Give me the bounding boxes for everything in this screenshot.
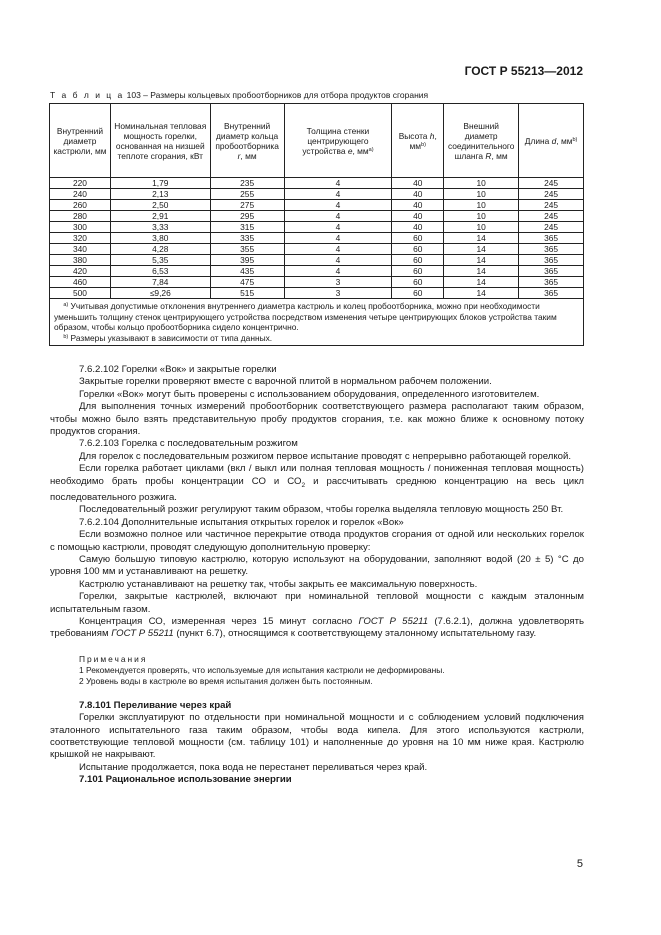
table-row (50, 244, 584, 255)
table-cell: 365 (519, 244, 584, 255)
table-cell: 460 (50, 277, 111, 288)
col-wall-thickness (284, 104, 392, 178)
table-cell: 3,33 (110, 222, 210, 233)
section-7-101-title: 7.101 Рациональное использование энергии (79, 774, 292, 786)
table-cell: 245 (519, 178, 584, 189)
table-cell: 240 (50, 189, 111, 200)
paragraph: Кастрюлю устанавливают на решетку так, чтобы закрыть ее максимальную поверхность. (79, 578, 478, 590)
table-cell: 2,91 (110, 211, 210, 222)
col-height-sup: b) (421, 141, 426, 148)
col-ring-diameter-unit: , мм (240, 150, 257, 161)
table-cell: 6,53 (110, 266, 210, 277)
table-cell: 60 (392, 277, 444, 288)
col-length-unit: , мм (556, 135, 573, 146)
table-cell: 10 (444, 211, 519, 222)
note-2: 2 Уровень воды в кастрюле во время испытания должен быть постоянным. (79, 675, 373, 686)
subscript: 2 (301, 481, 306, 489)
table-cell: 3,80 (110, 233, 210, 244)
table-cell: 2,50 (110, 200, 210, 211)
table-cell: 2,13 (110, 189, 210, 200)
paragraph: Если возможно полное или частичное перекрытие отвода продуктов сгорания от одной или нескольких горелок с помощью кастрюли, проводят следующую дополнительную проверку: (50, 529, 584, 553)
footnote-b-text: Размеры указывают в зависимости от типа данных. (68, 332, 273, 343)
col-wall-thickness-unit: , мм (352, 145, 369, 156)
table-cell: 420 (50, 266, 111, 277)
table-cell: 10 (444, 200, 519, 211)
table-cell: 260 (50, 200, 111, 211)
col-length-label: Длина (524, 135, 552, 146)
table-cell: 3 (284, 277, 392, 288)
col-length-sup: b) (572, 136, 578, 143)
table-cell: 10 (444, 222, 519, 233)
table-cell: 40 (392, 200, 444, 211)
table-cell: 365 (519, 277, 584, 288)
table-cell: 4 (284, 178, 392, 189)
paragraph-part: (пункт 6.7), относящимся к соответствующему эталонному испытательному газу. (173, 628, 537, 640)
paragraph: Горелки, закрытые кастрюлей, включают при номинальной тепловой мощности с каждым эталонным испытательным газом. (50, 591, 584, 615)
table-row (50, 222, 584, 233)
table-cell: 300 (50, 222, 111, 233)
col-height (392, 104, 444, 178)
table-row (50, 211, 584, 222)
table-cell: 4 (284, 211, 392, 222)
table-body (50, 178, 584, 299)
paragraph: Закрытые горелки проверяют вместе с варочной плитой в нормальном рабочем положении. (79, 376, 492, 388)
table-cell: 60 (392, 288, 444, 299)
table-cell: 4 (284, 189, 392, 200)
table-row (50, 233, 584, 244)
paragraph-part: и рассчитывать среднюю концентрацию на весь цикл последовательного розжига. (50, 475, 584, 503)
col-wall-thickness-sup: a) (368, 146, 374, 153)
table-cell: 40 (392, 211, 444, 222)
table-cell: 355 (210, 244, 284, 255)
paragraph: Для горелок с последовательным розжигом первое испытание проводят с непрерывно работающей горелкой. (79, 450, 572, 462)
paragraph: Горелки эксплуатируют по отдельности при номинальной мощности и с соблюдением условий подключения эталонного испытательного газа таким образом, чтобы вода кипела. Для этого используются кастрюли, соответствующие тепловой мощности (см. таблицу 101) и наполненные до уровня на 10 мм ниже края. Кастрюлю крышкой не накрывают. (50, 712, 584, 761)
table-cell: 220 (50, 178, 111, 189)
table-header-row (50, 104, 584, 178)
table-cell: 40 (392, 222, 444, 233)
table-footnotes (50, 299, 584, 346)
clause-7-6-2-103: 7.6.2.103 Горелка с последовательным розжигом (79, 438, 298, 450)
table-row (50, 178, 584, 189)
table-cell: 500 (50, 288, 111, 299)
note-1: 1 Рекомендуется проверять, что используемые для испытания кастрюли не деформированы. (79, 664, 445, 675)
table-row (50, 189, 584, 200)
footnote-a-mark: a) (63, 302, 69, 308)
table-cell: 365 (519, 288, 584, 299)
ring-sampler-table (49, 103, 584, 346)
table-cell: 10 (444, 178, 519, 189)
table-cell: 280 (50, 211, 111, 222)
table-cell: 4 (284, 200, 392, 211)
table-cell: 14 (444, 233, 519, 244)
col-hose-diameter-var: R (485, 150, 492, 161)
table-cell: 4 (284, 244, 392, 255)
footnote-b-mark: b) (63, 333, 69, 340)
table-cell: 475 (210, 277, 284, 288)
table-cell: 14 (444, 277, 519, 288)
col-wall-thickness-label: Толщина стенки центрирующего устройства (302, 125, 370, 156)
col-hose-diameter-label: Внешний диаметр соединительного шланга (447, 120, 515, 161)
table-cell: 14 (444, 266, 519, 277)
table-cell: 320 (50, 233, 111, 244)
standard-reference: ГОСТ Р 55211 (358, 616, 429, 628)
document-header: ГОСТ Р 55213—2012 (464, 64, 583, 78)
table-cell: 4 (284, 266, 392, 277)
table-cell: 235 (210, 178, 284, 189)
table-cell: 14 (444, 244, 519, 255)
col-pot-diameter: Внутренний диаметр кастрюли, мм (50, 104, 111, 178)
table-footnote-row (50, 299, 584, 346)
table-cell: 435 (210, 266, 284, 277)
table-cell: 40 (392, 178, 444, 189)
caption-text: 103 – Размеры кольцевых пробоотборников для отбора продуктов сгорания (124, 90, 429, 100)
table-cell: ≤9,26 (110, 288, 210, 299)
table-cell: 255 (210, 189, 284, 200)
table-row (50, 288, 584, 299)
footnote-a-text: Учитывая допустимые отклонения внутреннего диаметра кастрюль и колец пробоотборника, можно при необходимости уменьшить толщину стенок центрирующего устройства посредством изменения четыре центрирующих блоков устройства таким образом, чтобы кольцо пробоотборника сидело концентрично. (54, 301, 557, 332)
col-hose-diameter-unit: , мм (491, 150, 508, 161)
page-number: 5 (576, 858, 583, 870)
table-cell: 60 (392, 233, 444, 244)
table-cell: 7,84 (110, 277, 210, 288)
paragraph: Для выполнения точных измерений пробоотборник соответствующего размера располагают таким образом, чтобы можно было взять представительную пробу продуктов сгорания, т.е. как можно ближе к основному потоку продуктов сгорания. (50, 401, 584, 438)
table-cell: 365 (519, 255, 584, 266)
standard-reference: ГОСТ Р 55211 (111, 628, 174, 640)
table-cell: 40 (392, 189, 444, 200)
paragraph-part: Концентрация СО, измеренная через 15 минут согласно (79, 616, 359, 628)
table-cell: 245 (519, 200, 584, 211)
table-cell: 1,79 (110, 178, 210, 189)
table-row (50, 200, 584, 211)
table-cell: 335 (210, 233, 284, 244)
table-row (50, 255, 584, 266)
table-cell: 295 (210, 211, 284, 222)
paragraph: Испытание продолжается, пока вода не перестанет переливаться через край. (79, 761, 428, 773)
section-7-8-101-title: 7.8.101 Переливание через край (79, 699, 232, 711)
table-cell: 4 (284, 233, 392, 244)
table-cell: 14 (444, 288, 519, 299)
table-cell: 10 (444, 189, 519, 200)
paragraph: Самую большую типовую кастрюлю, которую используют на оборудовании, заполняют водой (20 ± 5) °С до уровня 100 мм и устанавливают на решетку. (50, 554, 584, 578)
col-height-label: Высота (398, 130, 430, 141)
paragraph (50, 463, 584, 504)
table-cell: 380 (50, 255, 111, 266)
footnote-a (54, 301, 579, 333)
col-length-var: d (551, 135, 557, 146)
table-cell: 4 (284, 255, 392, 266)
table-cell: 365 (519, 266, 584, 277)
col-ring-diameter-label: Внутренний диаметр кольца пробоотборника (215, 120, 279, 151)
col-ring-diameter (210, 104, 284, 178)
col-length (519, 104, 584, 178)
table-caption (50, 90, 428, 100)
clause-7-6-2-104: 7.6.2.104 Дополнительные испытания открытых горелок и горелок «Вок» (79, 516, 404, 528)
table-row (50, 266, 584, 277)
col-height-unit: , мм (409, 130, 437, 151)
table-cell: 5,35 (110, 255, 210, 266)
col-ring-diameter-var: r (237, 150, 241, 161)
table-cell: 395 (210, 255, 284, 266)
notes-block (50, 654, 584, 687)
table-cell: 340 (50, 244, 111, 255)
body-text (50, 364, 584, 787)
table-row (50, 277, 584, 288)
table-cell: 4 (284, 222, 392, 233)
clause-7-6-2-102: 7.6.2.102 Горелки «Вок» и закрытые горелки (79, 364, 277, 375)
table-cell: 245 (519, 189, 584, 200)
table-cell: 365 (519, 233, 584, 244)
footnote-b (54, 333, 579, 344)
paragraph (50, 616, 584, 641)
col-heat-input: Номинальная тепловая мощность горелки, основанная на низшей теплоте сгорания, кВт (110, 104, 210, 178)
table-cell: 315 (210, 222, 284, 233)
col-wall-thickness-var: e (347, 145, 353, 156)
paragraph-part: Если горелка работает циклами (вкл / выкл или полная тепловая мощность / пониженная тепловая мощность) необходимо брать пробы концентрации СО и СО (50, 463, 584, 487)
table-cell: 3 (284, 288, 392, 299)
caption-prefix: Т а б л и ц а (50, 90, 125, 100)
table-cell: 14 (444, 255, 519, 266)
table-cell: 245 (519, 211, 584, 222)
table-cell: 275 (210, 200, 284, 211)
col-height-var: h (429, 130, 435, 141)
table-cell: 60 (392, 255, 444, 266)
table-cell: 515 (210, 288, 284, 299)
table-cell: 245 (519, 222, 584, 233)
paragraph: Последовательный розжиг регулируют таким образом, чтобы горелка выделяла тепловую мощность 250 Вт. (79, 504, 564, 516)
col-hose-diameter (444, 104, 519, 178)
table-cell: 60 (392, 266, 444, 277)
paragraph-part: (7.6.2.1), должна удовлетворять требованиям (50, 616, 584, 640)
notes-title: Примечания (79, 653, 148, 664)
table-cell: 60 (392, 244, 444, 255)
paragraph: Горелки «Вок» могут быть проверены с использованием оборудования, определенного изготовителем. (79, 388, 540, 400)
table-cell: 4,28 (110, 244, 210, 255)
